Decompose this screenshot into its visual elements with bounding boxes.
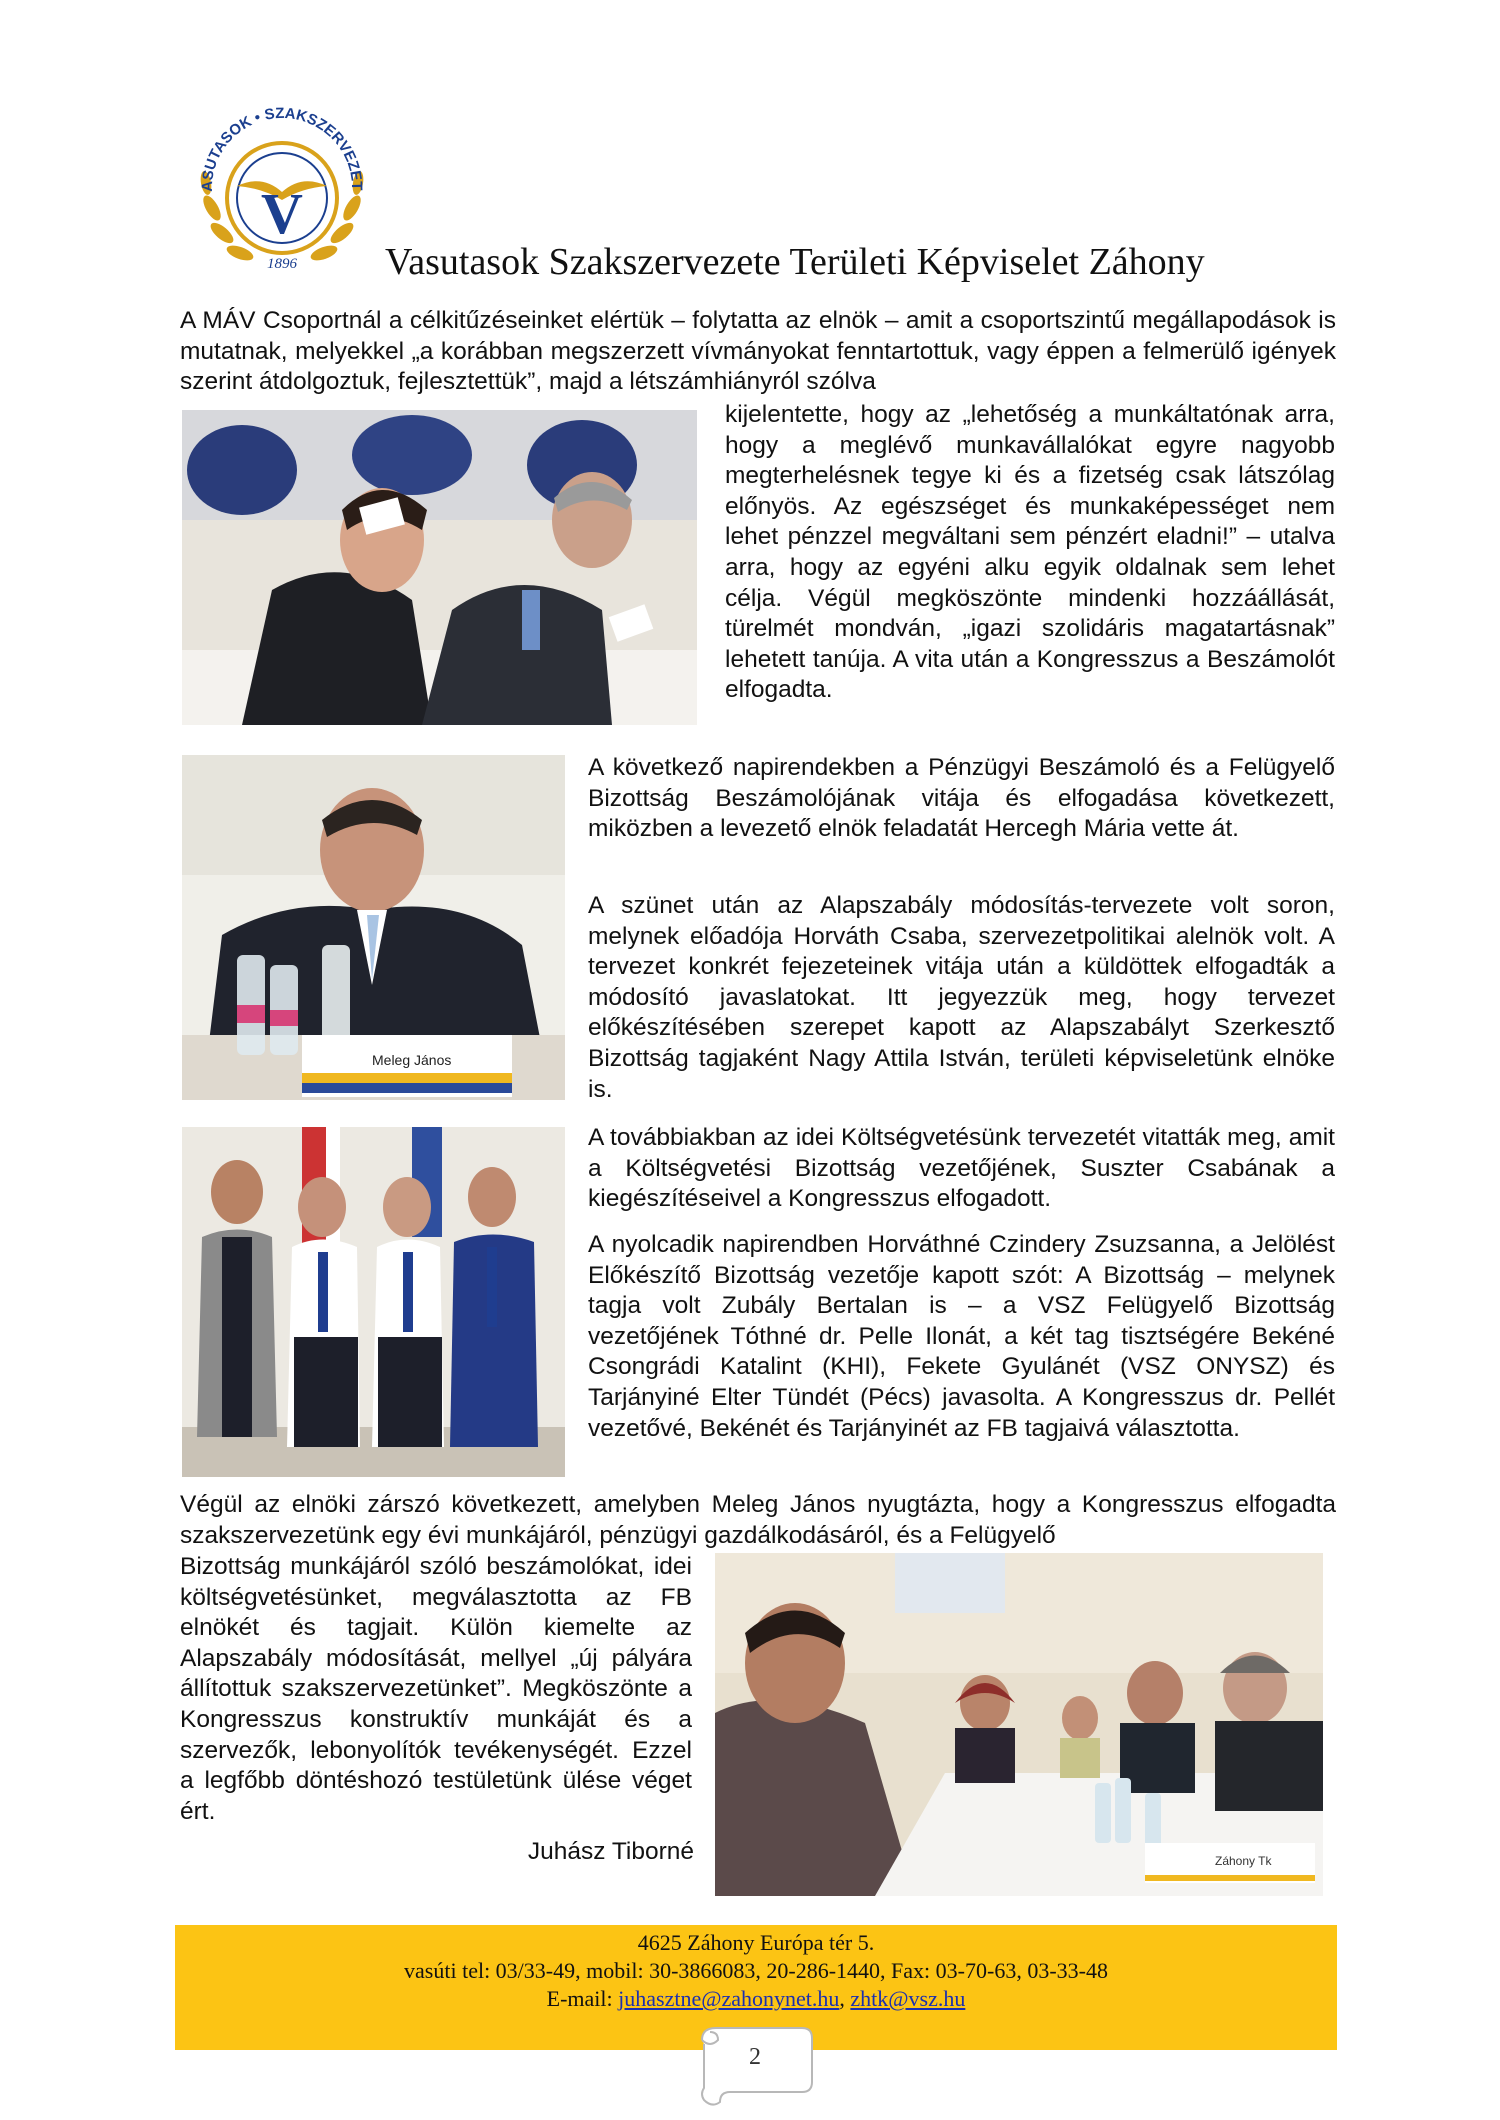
paragraph-1: A MÁV Csoportnál a célkitűzéseinket elértük – folytatta az elnök – amit a csoportszintű megállapodások is mutatnak, melyekkel „a korábban megszerzett vívmányokat fenntartottuk, vagy éppen a felmerülő igények szerint átdolgoztuk, fejlesztettük”, majd a létszámhiányról szólva — [180, 307, 1336, 396]
footer-address: 4625 Záhony Európa tér 5. — [637, 1930, 875, 1955]
photo-speaker — [182, 755, 565, 1100]
signature: Juhász Tiborné — [527, 1838, 694, 1865]
logo-text: ASUTASOK • SZAKSZERVEZET — [198, 104, 366, 192]
paragraph-5: A továbbiakban az idei Költségvetésünk tervezetét vitatták meg, amit a Költségvetési Bizottság vezetőjének, Suszter Csabának a kiegészítéseivel a Kongresszus elfogadott. — [588, 1124, 1335, 1213]
logo-year: 1896 — [267, 256, 297, 272]
paragraph-7: Végül az elnöki zárszó következett, amelyben Meleg János nyugtázta, hogy a Kongresszus elfogadta szakszervezetünk egy évi munkájáról, pénzügyi gazdálkodásáról, és a Felügyelő — [180, 1491, 1336, 1549]
photo-voting — [182, 410, 697, 725]
nameplate-text: Meleg János — [372, 1052, 452, 1068]
photo-group — [182, 1127, 565, 1477]
email-link-2[interactable]: zhtk@vsz.hu — [850, 1986, 966, 2011]
page-number: 2 — [749, 2044, 761, 2070]
union-logo — [182, 88, 382, 278]
paragraph-6: A nyolcadik napirendben Horváthné Czindery Zsuzsanna, a Jelölést Előkészítő Bizottság vezetője kapott szót: A Bizottság – melynek tagja volt Zubály Bertalan is – a VSZ Felügyelő Bizottság vezetőjének Tóthné dr. Pelle Ilonát, a két tag tisztségére Bekéné Csongrádi Katalint (KHI), Fekete Gyulánét (VSZ ONYSZ) és Tarjányiné Elter Tündét (Pécs) javasolta. A Kongresszus dr. Pellét vezetővé, Bekénét és Tarjányinét az FB tagjaivá választotta. — [588, 1231, 1335, 1442]
page-number-badge — [690, 2020, 820, 2110]
paragraph-8: Bizottság munkájáról szóló beszámolókat, idei költségvetésünket, megválasztotta az FB elnökét és tagjait. Külön kiemelte az Alapszabály módosítását, mellyel „új pályára állítottuk szakszervezetünket”. Megköszönte a Kongresszus konstruktív munkáját és a szervezők, lebonyolítók tevékenységét. Ezzel a legfőbb döntéshozó testületünk ülése véget ért. — [180, 1553, 692, 1825]
paragraph-4: A szünet után az Alapszabály módosítás-tervezete volt soron, melynek előadója Horváth Csaba, szervezetpolitikai alelnök volt. A tervezet konkrét fejezeteinek vitája után a küldöttek elfogadták a módosító javaslatokat. Itt jegyezzük meg, hogy tervezet előkészítésében szerepet kapott az Alapszabályt Szerkesztő Bizottság tagjaként Nagy Attila István, területi képviseletünk elnöke is. — [588, 892, 1335, 1103]
footer-email-separator: , — [839, 1986, 851, 2011]
footer-email-line — [175, 1985, 1337, 2013]
paragraph-2: kijelentette, hogy az „lehetőség a munkáltatónak arra, hogy a meglévő munkavállalókat egyre nagyobb megterhelésnek tegye ki és a fizetség csak látszólag előnyös. Az egészséget és munkaképességet nem lehet pénzzel megváltani sem pénzért eladni!” – utalva arra, hogy az egyéni alku egyik oldalnak sem lehet célja. Végül megköszönte mindenki hozzáállását, türelmét mondván, „igazi szolidáris magatartásnak” lehetett tanúja. A vita után a Kongresszus a Beszámolót elfogadta. — [725, 401, 1335, 704]
footer-email-label: E-mail: — [546, 1986, 619, 2011]
page-title: Vasutasok Szakszervezete Területi Képviselet Záhony — [385, 241, 1205, 283]
photo-meeting — [715, 1553, 1323, 1896]
nameplate2-text: Záhony Tk — [1215, 1854, 1272, 1868]
paragraph-3: A következő napirendekben a Pénzügyi Beszámoló és a Felügyelő Bizottság Beszámolójának vitája és elfogadása következett, miközben a levezető elnök feladatát Hercegh Mária vette át. — [588, 754, 1335, 843]
email-link-1[interactable]: juhasztne@zahonynet.hu — [618, 1986, 840, 2011]
logo-letter: V — [261, 181, 303, 246]
footer-phones: vasúti tel: 03/33-49, mobil: 30-3866083, 20-286-1440, Fax: 03-70-63, 03-33-48 — [404, 1958, 1108, 1983]
